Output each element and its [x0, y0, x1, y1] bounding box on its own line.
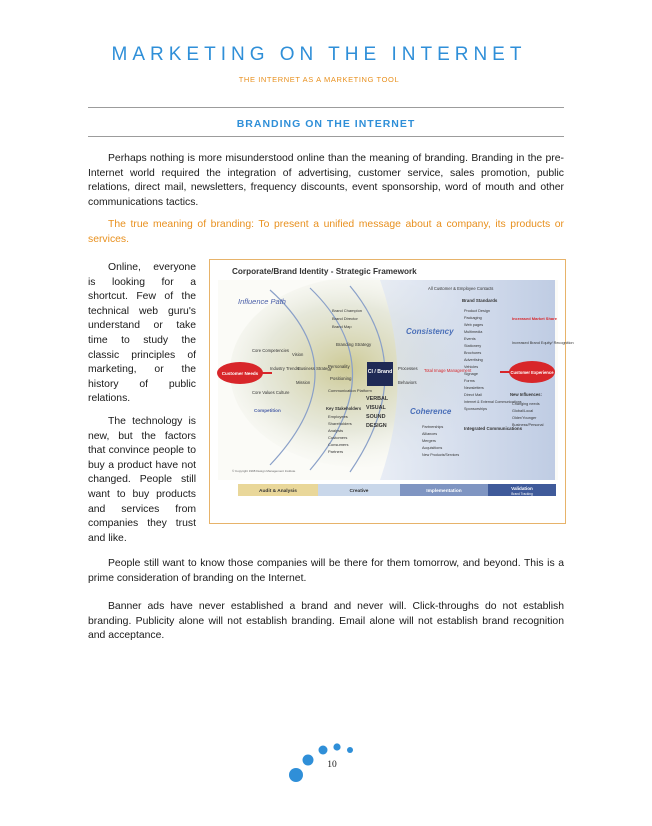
- svg-text:Brand Standards: Brand Standards: [462, 298, 498, 303]
- integrated-communications-label: Integrated Communications: [464, 426, 523, 431]
- svg-text:Multimedia: Multimedia: [464, 330, 483, 334]
- svg-text:Analysts: Analysts: [328, 428, 344, 433]
- svg-text:Shareholders: Shareholders: [328, 421, 352, 426]
- svg-text:VISUAL: VISUAL: [366, 405, 386, 411]
- all-contacts-label: All Customer & Employee Contacts: [428, 286, 494, 291]
- paragraph-6: Banner ads have never established a brand and never will. Click-throughs do not establish branding. Publicity alone will not establish branding. Email alone will not establish brand recognition and acceptance.: [88, 601, 564, 642]
- customer-needs-label: Customer Needs: [221, 371, 259, 376]
- section-title: BRANDING ON THE INTERNET: [236, 118, 416, 130]
- paragraph-5: People still want to know those companies will be there for them tomorrow, and beyond. This is a prime consideration of branding on the Internet.: [88, 558, 564, 584]
- communication-platform-label: Communication Platform: [328, 388, 372, 393]
- svg-text:Partnerships: Partnerships: [422, 425, 444, 429]
- phase-validation-label: Validation: [511, 486, 533, 491]
- svg-text:Changing needs: Changing needs: [512, 402, 540, 406]
- svg-text:Global/Local: Global/Local: [512, 409, 534, 413]
- svg-text:New Influences:: New Influences:: [510, 392, 542, 397]
- core-values-label: Core Values Culture: [252, 390, 290, 395]
- coherence-label: Coherence: [410, 407, 452, 416]
- svg-text:Web pages: Web pages: [464, 323, 484, 327]
- svg-text:Partners: Partners: [328, 449, 344, 454]
- svg-text:Events: Events: [464, 337, 476, 341]
- total-image-label: Total Image Management: [424, 368, 472, 373]
- svg-text:Business/Personal: Business/Personal: [512, 423, 544, 427]
- svg-text:Signage: Signage: [464, 372, 478, 376]
- brand-equity-label: Increased Brand Equity/ Recognition: [512, 341, 574, 345]
- phase-creative-label: Creative: [349, 489, 369, 494]
- svg-text:Forms: Forms: [464, 379, 475, 383]
- branding-strategy-label: Branding Strategy: [336, 342, 372, 347]
- paragraph-2: The true meaning of branding: To present a unified message about a company, its products or services.: [88, 219, 564, 245]
- svg-text:VERBAL: VERBAL: [366, 396, 389, 402]
- positioning-label: Positioning: [330, 376, 352, 381]
- personality-label: Personality: [328, 364, 350, 369]
- svg-text:Employees: Employees: [328, 414, 348, 419]
- document-title: MARKETING ON THE INTERNET: [111, 44, 527, 65]
- svg-text:Product Design: Product Design: [464, 309, 490, 313]
- vision-label: Vision: [292, 352, 304, 357]
- svg-text:Internet & External Communicat: Internet & External Communications: [464, 400, 522, 404]
- top-rule: [88, 107, 564, 108]
- svg-text:Brand Director: Brand Director: [332, 316, 358, 321]
- brand-framework-figure: [209, 259, 574, 524]
- svg-text:Consumers: Consumers: [328, 442, 349, 447]
- svg-text:Alliances: Alliances: [422, 432, 438, 436]
- phase-implementation-label: Implementation: [426, 489, 462, 494]
- phase-audit-label: Audit & Analysis: [259, 489, 297, 494]
- figure-title: Corporate/Brand Identity - Strategic Framework: [232, 267, 417, 276]
- svg-text:Advertising: Advertising: [464, 358, 483, 362]
- processes-label: Processes: [398, 366, 418, 371]
- competition-label: Competition: [254, 408, 281, 413]
- market-share-label: Increased Market Share: [512, 316, 557, 321]
- brand-framework-diagram: [210, 260, 574, 523]
- svg-text:Packaging: Packaging: [464, 316, 482, 320]
- svg-text:Brochures: Brochures: [464, 351, 482, 355]
- svg-text:Newsletters: Newsletters: [464, 386, 484, 390]
- svg-text:SOUND: SOUND: [366, 414, 386, 420]
- svg-text:Direct Mail: Direct Mail: [464, 393, 482, 397]
- svg-text:Stationery: Stationery: [464, 344, 482, 348]
- svg-text:Vehicles: Vehicles: [464, 365, 479, 369]
- svg-text:Mergers: Mergers: [422, 439, 436, 443]
- business-strategy-label: Business Strategy: [298, 366, 332, 371]
- customer-experience-label: Customer Experience: [510, 370, 554, 375]
- svg-text:Sponsorships: Sponsorships: [464, 407, 488, 411]
- svg-text:New Products/Services: New Products/Services: [422, 453, 460, 457]
- section-rule: [88, 136, 564, 137]
- consistency-label: Consistency: [406, 327, 454, 336]
- ci-brand-label: CI / Brand: [367, 369, 393, 375]
- core-competencies-label: Core Competencies: [252, 348, 290, 353]
- document-subtitle: THE INTERNET AS A MARKETING TOOL: [238, 75, 400, 84]
- svg-text:Brand Champion: Brand Champion: [332, 308, 363, 313]
- paragraph-3: Online, everyone is looking for a shortcut. Few of the technical web guru's understand or take time to study the classic principles of marketing, or the history of public relations.: [88, 262, 196, 405]
- influence-path-label: Influence Path: [238, 297, 286, 306]
- svg-text:Brand Map: Brand Map: [332, 324, 352, 329]
- paragraph-1: Perhaps nothing is more misunderstood online than the meaning of branding. Branding in the pre-Internet world required the integration of advertising, customer service, sales promotion, public relations, direct mail, newsletters, frequency discounts, event sponsorship, word of mouth and other communications tactics.: [88, 153, 564, 208]
- page-number: 10: [327, 760, 337, 770]
- svg-text:DESIGN: DESIGN: [366, 423, 387, 429]
- paragraph-4: The technology is new, but the factors that convince people to buy a product have not changed. People still want to buy products and services from companies they trust and like.: [88, 416, 196, 544]
- validation-sub-label: Brand Tracking: [511, 492, 533, 496]
- svg-text:Customers: Customers: [328, 435, 348, 440]
- svg-text:Acquisitions: Acquisitions: [422, 446, 443, 450]
- behaviors-label: Behaviors: [398, 380, 417, 385]
- svg-text:Key Stakeholders: Key Stakeholders: [326, 406, 362, 411]
- mission-label: Mission: [296, 380, 311, 385]
- copyright-note: © Copyright 1998 Design Management Institute: [232, 469, 296, 473]
- svg-text:Older/Younger: Older/Younger: [512, 416, 537, 420]
- industry-trends-label: Industry Trends: [270, 366, 299, 371]
